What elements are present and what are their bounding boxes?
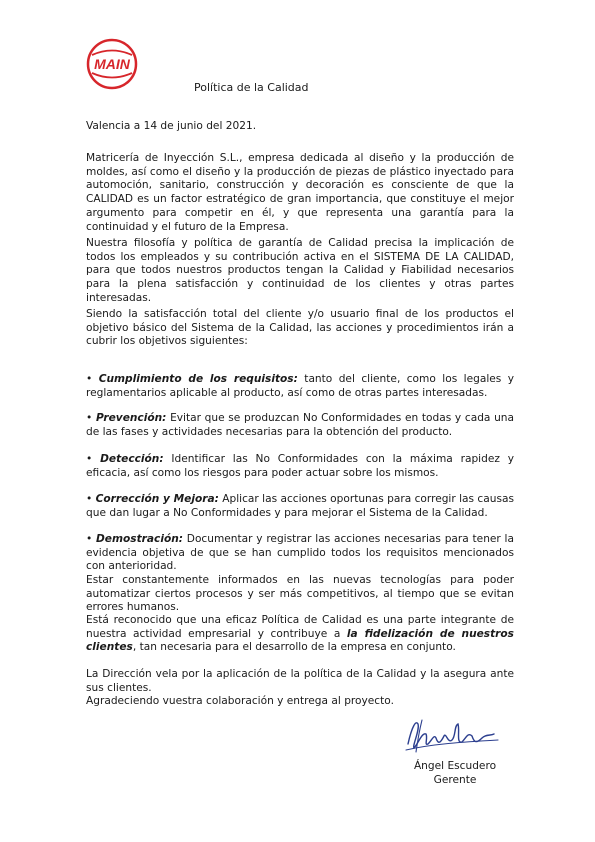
signer-role: Gerente	[433, 773, 477, 786]
bullet-heading: Demostración:	[96, 533, 184, 545]
page-title: Política de la Calidad	[194, 81, 309, 94]
bullet-marker: •	[86, 453, 93, 465]
bullet-heading: Prevención:	[95, 412, 167, 424]
bullet-text: tanto del cliente, como los legales y reglamentarios aplicable al producto, así como de otras partes interesadas.	[86, 373, 514, 399]
policy-text-end: , tan necesaria para el desarrollo de la empresa en conjunto.	[132, 641, 456, 654]
bullet-marker: •	[86, 493, 93, 505]
document-date: Valencia a 14 de junio del 2021.	[86, 120, 257, 132]
paragraph-technology: Estar constantemente informados en las nuevas tecnologías para poder automatizar ciertos procesos y ser más competitivos, al tiempo que se evitan errores humanos.	[86, 574, 514, 614]
paragraph-intro: Matricería de Inyección S.L., empresa dedicada al diseño y la producción de moldes, así como el diseño y la producción de piezas de plástico inyectado para automoción, sanitario, construcción y decoración es consciente de que la CALIDAD es un factor estratégico de gran importancia, que constituye el mejor argumento para competir en él, y que representa una garantía para la continuidad y el futuro de la Empresa.	[86, 152, 514, 233]
paragraph-philosophy: Nuestra filosofía y política de garantía de Calidad precisa la implicación de todos los empleados y su contribución activa en el SISTEMA DE LA CALIDAD, para que todos nuestros productos tengan la Calidad y Fiabilidad necesarios para la plena satisfacción y continuidad de los clientes y otras partes interesadas.	[86, 237, 514, 304]
bullet-text: Aplicar las acciones oportunas para corregir las causas que dan lugar a No Conformidades y para mejorar el Sistema de la Calidad.	[86, 493, 514, 519]
paragraph-policy	[86, 614, 514, 655]
bullet-heading: Cumplimiento de los requisitos:	[98, 373, 298, 385]
signer-block	[410, 760, 500, 787]
paragraph-thanks: Agradeciendo vuestra colaboración y entrega al proyecto.	[86, 695, 394, 707]
bullet-text: Identificar las No Conformidades con la máxima rapidez y eficacia, así como los riesgos para poder actuar sobre los mismos.	[86, 453, 515, 479]
bullet-heading: Corrección y Mejora:	[95, 493, 219, 505]
handwritten-signature	[402, 714, 506, 756]
paragraph-objectives-intro: Siendo la satisfacción total del cliente y/o usuario final de los productos el objetivo básico del Sistema de la Calidad, las acciones y procedimientos irán a cubrir los objetivos siguientes:	[86, 308, 514, 348]
policy-text-start: Está reconocido que una eficaz Política de Calidad es una parte integrante de nuestra actividad empresarial y contribuye a	[86, 614, 514, 640]
logo-text: MAIN	[94, 56, 130, 72]
paragraph-management: La Dirección vela por la aplicación de la política de la Calidad y la asegura ante sus clientes.	[86, 668, 514, 694]
bullet-heading: Detección:	[100, 453, 164, 465]
bullet-marker: •	[86, 412, 93, 424]
bullet-item	[86, 453, 514, 480]
signer-name: Ángel Escudero	[413, 760, 497, 772]
bullet-item	[86, 493, 514, 520]
bullet-marker: •	[86, 533, 93, 545]
bullet-item	[86, 373, 514, 400]
bullet-text: Documentar y registrar las acciones necesarias para tener la evidencia objetiva de que se han cumplido todos los requisitos mencionados con anterioridad.	[86, 533, 514, 573]
bullet-item	[86, 412, 514, 439]
bullet-item	[86, 533, 514, 574]
bullet-marker: •	[86, 373, 93, 385]
company-logo	[86, 38, 138, 90]
policy-emphasis: la fidelización de nuestros clientes	[86, 627, 514, 654]
bullet-text: Evitar que se produzcan No Conformidades en todas y cada una de las fases y actividades necesarias para la obtención del producto.	[86, 412, 515, 438]
